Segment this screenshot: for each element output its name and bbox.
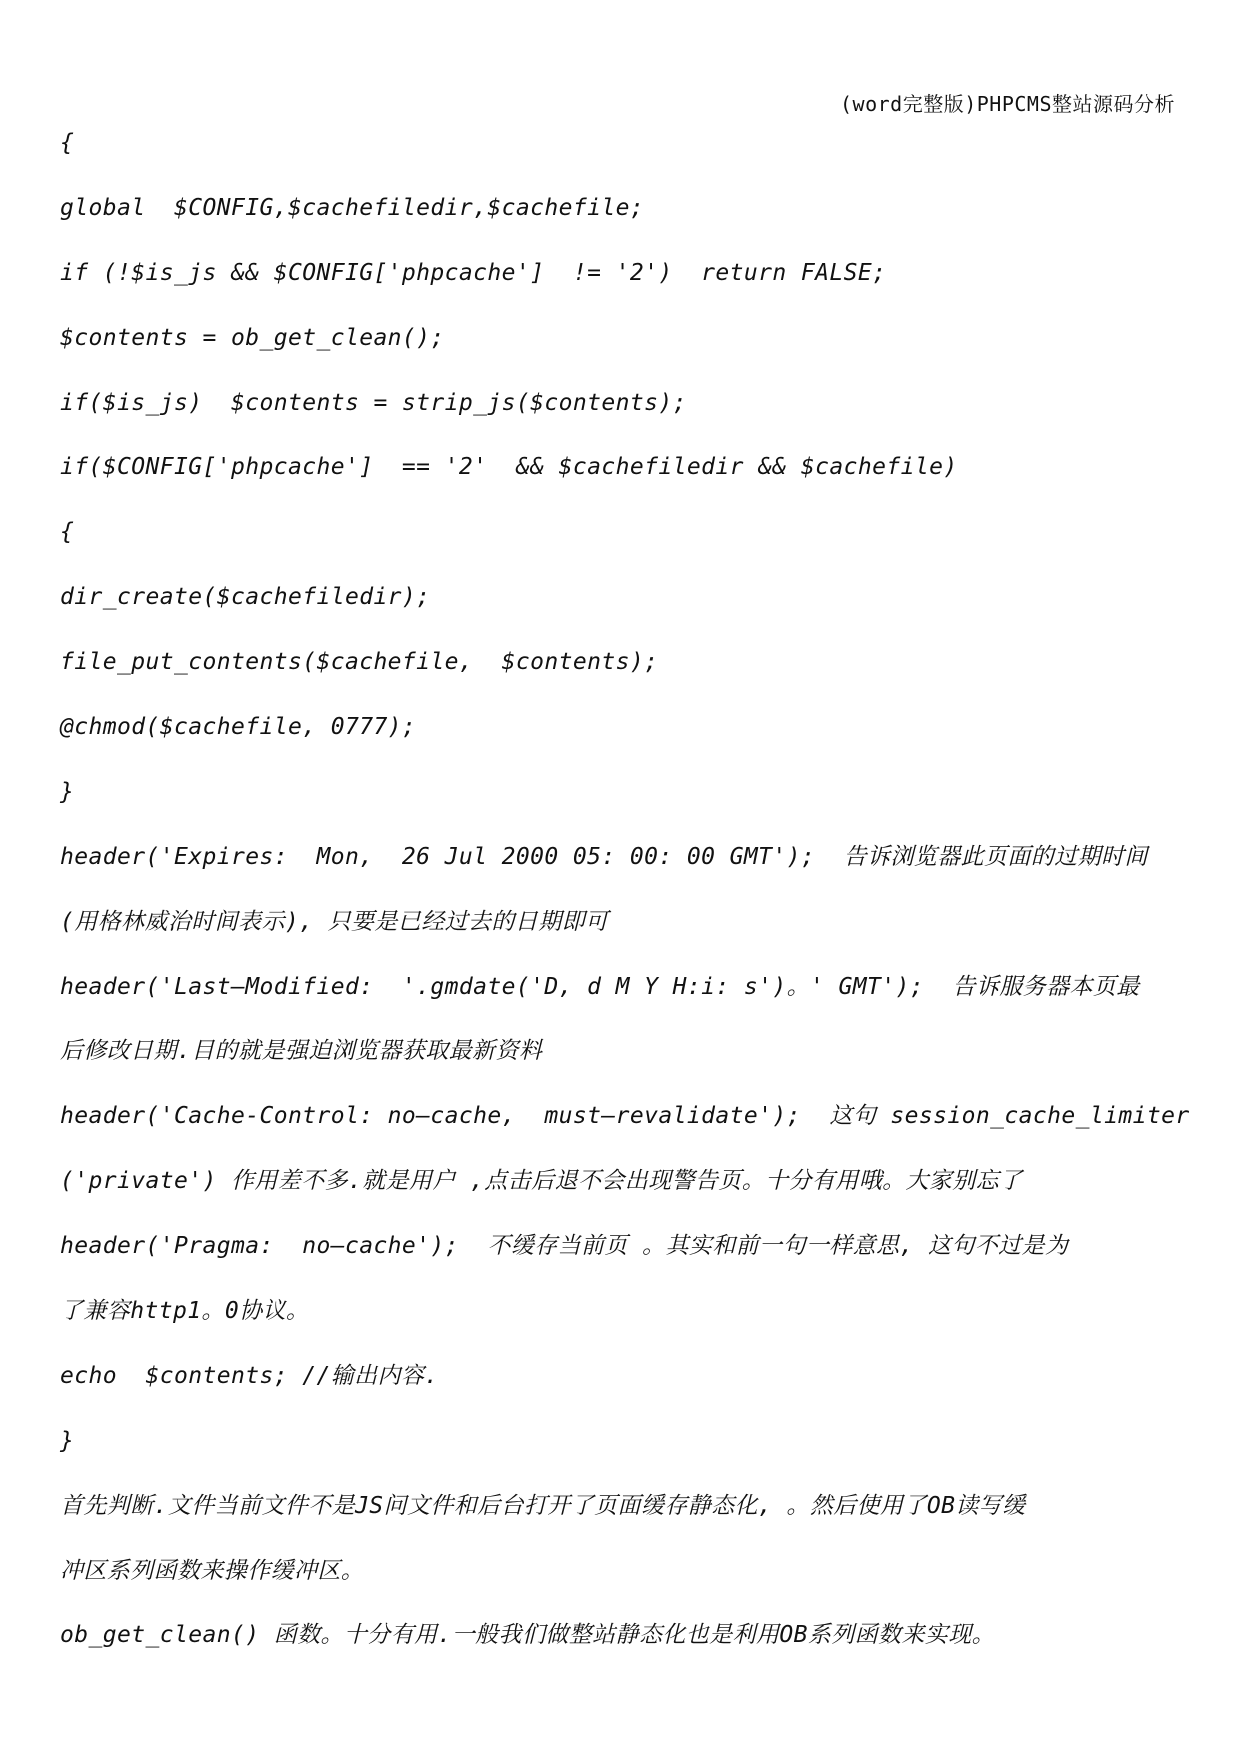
text-line: ob_get_clean() 函数。十分有用.一般我们做整站静态化也是利用OB系列函数来实现。 — [60, 1622, 996, 1649]
document-body — [60, 128, 1195, 1685]
code-line: if($is_js) $contents = strip_js($contents); — [60, 389, 687, 416]
code-line: if (!$is_js && $CONFIG['phpcache'] != '2') return FALSE; — [60, 259, 887, 286]
text-line: 首先判断.文件当前文件不是JS问文件和后台打开了页面缓存静态化, 。然后使用了OB读写缓 — [60, 1492, 1026, 1519]
code-line: if($CONFIG['phpcache'] == '2' && $cachefiledir && $cachefile) — [60, 454, 958, 481]
code-line: header('Pragma: no—cache'); 不缓存当前页 。其实和前一句一样意思, 这句不过是为 — [60, 1233, 1069, 1260]
code-line: { — [60, 130, 75, 156]
text-line: 了兼容http1。0协议。 — [60, 1298, 310, 1325]
code-line: { — [60, 519, 75, 546]
code-line: header('Last—Modified: '.gmdate('D, d M Y H:i: s')。' GMT'); 告诉服务器本页最 — [60, 973, 1140, 1000]
text-line: (用格林威治时间表示), 只要是已经过去的日期即可 — [60, 908, 609, 935]
code-line: global $CONFIG,$cachefiledir,$cachefile; — [60, 194, 645, 221]
code-line: file_put_contents($cachefile, $contents); — [60, 649, 659, 676]
code-line: @chmod($cachefile, 0777); — [60, 714, 417, 741]
code-line: echo $contents; //输出内容. — [60, 1362, 439, 1389]
code-line: dir_create($cachefiledir); — [60, 584, 431, 611]
page-header-title: (word完整版)PHPCMS整站源码分析 — [840, 92, 1175, 116]
code-line: header('Expires: Mon, 26 Jul 2000 05: 00: 00 GMT'); 告诉浏览器此页面的过期时间 — [60, 843, 1148, 870]
code-line: } — [60, 778, 75, 805]
code-line: } — [60, 1427, 75, 1454]
code-line: header('Cache-Control: no—cache, must—revalidate'); 这句 session_cache_limiter — [60, 1103, 1190, 1130]
text-line: 冲区系列函数来操作缓冲区。 — [60, 1557, 365, 1584]
text-line: ('private') 作用差不多.就是用户 ,点击后退不会出现警告页。十分有用哦。大家别忘了 — [60, 1168, 1023, 1195]
text-line: 后修改日期.目的就是强迫浏览器获取最新资料 — [60, 1038, 543, 1065]
code-line: $contents = ob_get_clean(); — [60, 324, 445, 351]
